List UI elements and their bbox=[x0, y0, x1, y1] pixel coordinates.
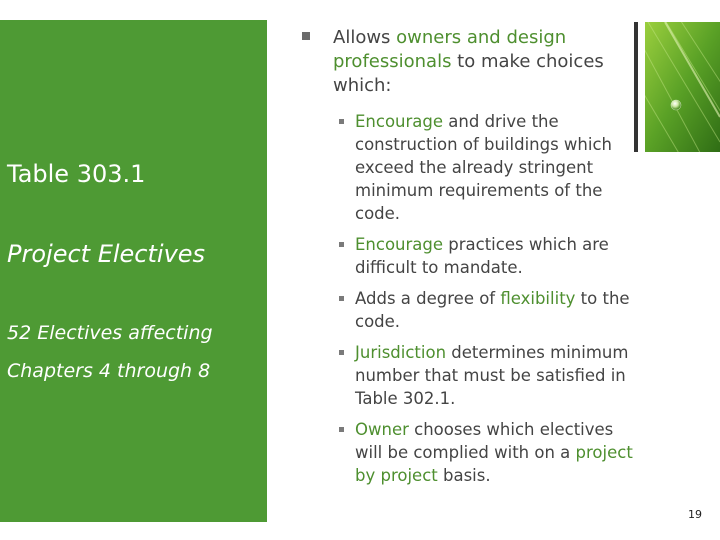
sub-bullet-highlight: Jurisdiction bbox=[355, 343, 447, 362]
slide-subtitle: Project Electives bbox=[7, 240, 206, 268]
sub-bullet-text: and drive the construction of buildings which exceed the already stringent minimum requirements of the code. bbox=[355, 112, 612, 223]
sub-bullet-text: determines minimum number that must be satisfied in Table 302.1. bbox=[355, 343, 629, 408]
title-panel bbox=[0, 20, 267, 522]
sub-bullet-suffix: basis. bbox=[437, 466, 491, 485]
sub-bullet-2 bbox=[337, 233, 637, 279]
sub-bullet-4 bbox=[337, 341, 637, 410]
bullet-square-icon bbox=[339, 242, 344, 247]
sub-bullet-highlight: Encourage bbox=[355, 112, 444, 131]
main-bullet-highlight: owners and design professionals bbox=[333, 27, 567, 72]
main-bullet-suffix: to make choices which: bbox=[333, 51, 604, 96]
bullet-square-icon bbox=[339, 350, 344, 355]
accent-bar bbox=[634, 22, 638, 152]
slide-title: Table 303.1 bbox=[7, 160, 146, 188]
sub-bullet-text: to the code. bbox=[355, 289, 630, 331]
main-bullet-prefix: Allows bbox=[333, 27, 397, 48]
sub-bullet-highlight: flexibility bbox=[500, 289, 576, 308]
sub-bullet-1 bbox=[337, 110, 637, 225]
sub-bullet-text: chooses which electives will be complied with on a bbox=[355, 420, 614, 462]
sub-bullet-highlight: project by project bbox=[355, 443, 633, 485]
sub-bullet-highlight: Owner bbox=[355, 420, 409, 439]
main-bullet bbox=[333, 26, 623, 98]
sub-bullet-prefix: Adds a degree of bbox=[355, 289, 501, 308]
bullet-square-icon bbox=[339, 427, 344, 432]
bullet-square-icon bbox=[339, 296, 344, 301]
main-bullet-marker-icon bbox=[302, 32, 310, 40]
page-number: 19 bbox=[688, 508, 702, 521]
leaf-icon bbox=[645, 22, 720, 152]
sub-bullet-3 bbox=[337, 287, 637, 333]
bullet-square-icon bbox=[339, 119, 344, 124]
sub-bullet-highlight: Encourage bbox=[355, 235, 444, 254]
sub-bullet-5 bbox=[337, 418, 637, 487]
sub-bullet-list bbox=[337, 110, 637, 495]
slide-note: 52 Electives affecting Chapters 4 through 8 bbox=[7, 322, 213, 382]
sub-bullet-text: practices which are difficult to mandate. bbox=[355, 235, 609, 277]
